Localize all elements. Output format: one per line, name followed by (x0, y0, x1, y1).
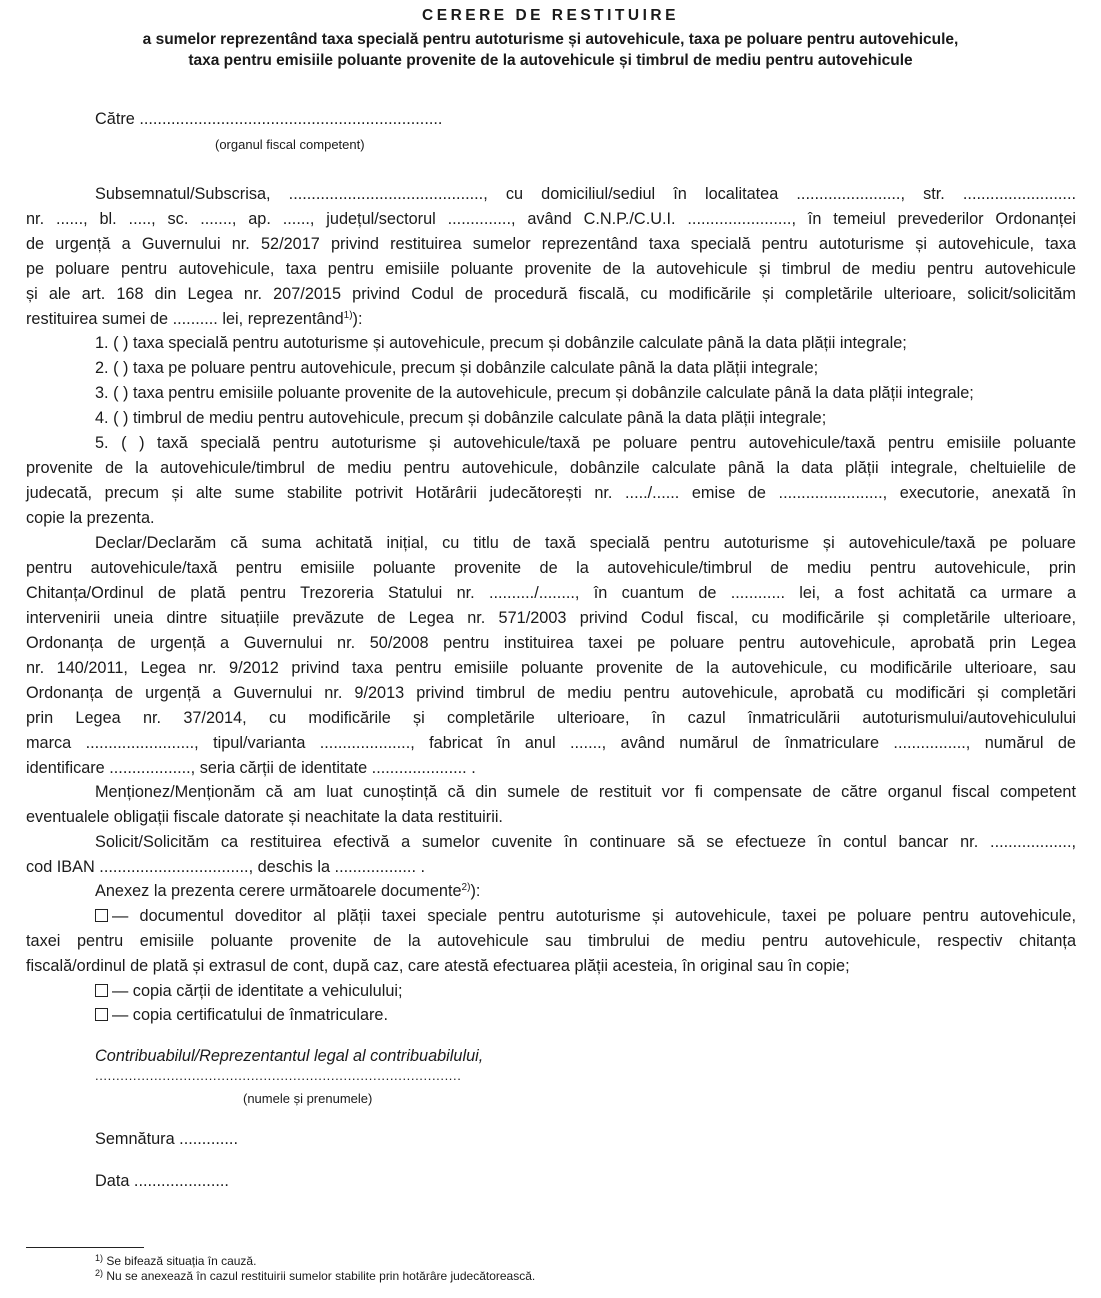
annex-doc-1-text: — documentul doveditor al plății taxei speciale pentru autoturisme și autovehicule, taxei pe poluare pentru autovehicule, (112, 907, 1076, 925)
addressee-line: Către ................................................................... (95, 110, 443, 128)
intro-last-end: ): (352, 310, 363, 328)
intro-last-text: restituirea sumei de .......... lei, reprezentând (26, 310, 344, 328)
subtitle-line-1: a sumelor reprezentând taxa specială pentru autoturisme și autovehicule, taxa pe poluare pentru autovehicule, (142, 31, 959, 48)
addressee-caption: (organul fiscal competent) (215, 137, 365, 152)
declaration-line-8: prin Legea nr. 37/2014, cu modificările și completările ulterioare, în cazul înmatriculării autoturismului/autovehiculului (26, 709, 1076, 727)
declaration-last-line: identificare .................., seria cărții de identitate ..................... . (26, 759, 476, 777)
subtitle-line-2: taxa pentru emisiile poluante provenite de la autovehicule și timbrul de mediu pentru autovehicule (188, 52, 913, 69)
declaration-line-7: Ordonanța de urgență a Guvernului nr. 9/2013 privind timbrul de mediu pentru autovehicule, aprobată cu modificări și completări (26, 684, 1076, 702)
signatory-role: Contribuabilul/Reprezentantul legal al contribuabilului, (95, 1047, 484, 1065)
item-1: 1. ( ) taxa specială pentru autoturisme și autovehicule, precum și dobânzile calculate până la data plății integrale; (95, 334, 907, 352)
annex-intro-text: Anexez la prezenta cerere următoarele documente (95, 882, 462, 900)
item-5-line-1: 5. ( ) taxă specială pentru autoturisme și autovehicule/taxă pe poluare pentru autovehicule/taxă pentru emisiile poluante (95, 434, 1076, 452)
compensation-line-1: Menționez/Menționăm că am luat cunoștință că din sumele de restituit vor fi compensate de către organul fiscal competent (95, 783, 1076, 801)
form-title: CERERE DE RESTITUIRE (422, 7, 679, 24)
item-5-line-2: provenite de la autovehicule/timbrul de mediu pentru autovehicule, dobânzile calculate până la data plății integrale, cheltuielile de (26, 459, 1076, 477)
declaration-line-6: nr. 140/2011, Legea nr. 9/2012 privind taxa pentru emisiile poluante provenite de la autovehicule, cu modificările ulterioare, sau (26, 659, 1076, 677)
intro-line-5: și ale art. 168 din Legea nr. 207/2015 privind Codul de procedură fiscală, cu modificările și completările ulterioare, solicit/solicităm (26, 285, 1076, 303)
footnote-1-mark: 1) (95, 1253, 104, 1263)
declaration-line-3: Chitanța/Ordinul de plată pentru Trezoreria Statului nr. ........../........, în cuantum de ............ lei, a fost achitată ca urmare a (26, 584, 1076, 602)
item-4: 4. ( ) timbrul de mediu pentru autovehicule, precum și dobânzile calculate până la data plății integrale; (95, 409, 827, 427)
declaration-line-1: Declar/Declarăm că suma achitată inițial, cu titlu de taxă specială pentru autoturisme și autovehicule/taxă pe poluare (95, 534, 1076, 552)
annex-doc-2 (95, 981, 403, 1001)
footnote-separator (26, 1247, 144, 1248)
bank-line-1: Solicit/Solicităm ca restituirea efectivă a sumelor cuvenite în continuare să se efectueze în contul bancar nr. .................., (95, 833, 1076, 851)
item-5-last-line: copie la prezenta. (26, 509, 155, 527)
annex-doc-1-last: fiscală/ordinul de plată și extrasul de cont, după caz, care atestă efectuarea plății acesteia, în original sau în copie; (26, 957, 850, 975)
form-subtitle (0, 29, 1101, 71)
annex-doc-2-text: — copia cărții de identitate a vehiculului; (112, 982, 403, 1000)
annex-doc-1-line-1 (95, 906, 1076, 926)
declaration-line-2: pentru autovehicule/taxă pentru emisiile poluante provenite de la autovehicule/timbrul de mediu pentru autovehicule, prin (26, 559, 1076, 577)
annex-intro-end: ): (470, 882, 481, 900)
checkbox-registration-copy[interactable] (95, 1008, 108, 1021)
footnote-ref-1: 1) (343, 310, 353, 321)
footnote-1-text: Se bifează situația în cauză. (103, 1254, 257, 1268)
intro-line-1: Subsemnatul/Subscrisa, ..........................................., cu domiciliul/sediul în localitatea ......................., str. ......................... (95, 185, 1076, 203)
signature-field: Semnătura ............. (95, 1130, 238, 1148)
annex-doc-3 (95, 1005, 388, 1025)
checkbox-payment-proof[interactable] (95, 909, 108, 922)
intro-last-line (26, 309, 363, 329)
bank-last-line: cod IBAN ................................., deschis la .................. . (26, 858, 426, 876)
intro-line-4: pe poluare pentru autovehicule, taxa pentru emisiile poluante provenite de la autovehicule și timbrul de mediu pentru autovehicule (26, 260, 1076, 278)
checkbox-vehicle-id-copy[interactable] (95, 984, 108, 997)
declaration-line-4: intervenirii uneia dintre situațiile prevăzute de Legea nr. 571/2003 privind Codul fiscal, cu modificările și completările ulterioare, (26, 609, 1076, 627)
footnote-2-text: Nu se anexează în cazul restituirii sumelor stabilite prin hotărâre judecătorească. (103, 1269, 536, 1283)
item-2: 2. ( ) taxa pe poluare pentru autovehicule, precum și dobânzile calculate până la data plății integrale; (95, 359, 819, 377)
footnote-2-mark: 2) (95, 1268, 104, 1278)
annex-doc-1-line-2: taxei pentru emisiile poluante provenite de la autovehicule sau timbrului de mediu pentru autovehicule, respectiv chitanța (26, 932, 1076, 950)
declaration-line-9: marca ........................, tipul/varianta ...................., fabricat în anul ......., având numărul de înmatriculare ................, numărul de (26, 734, 1076, 752)
item-3: 3. ( ) taxa pentru emisiile poluante provenite de la autovehicule, precum și dobânzile calculate până la data plății integrale; (95, 384, 974, 402)
footnote-ref-2: 2) (461, 882, 471, 893)
item-5-line-3: judecată, precum și alte sume stabilite potrivit Hotărârii judecătorești nr. ...../...... emise de ......................., executorie, anexată în (26, 484, 1076, 502)
signatory-name-line: ....................................................................................... (95, 1068, 462, 1083)
date-field: Data ..................... (95, 1172, 229, 1190)
footnote-2 (95, 1269, 535, 1283)
declaration-line-5: Ordonanța de urgență a Guvernului nr. 50/2008 pentru instituirea taxei pe poluare pentru autovehicule, aprobată prin Legea (26, 634, 1076, 652)
annex-intro (95, 881, 480, 901)
compensation-last-line: eventualele obligații fiscale datorate și neachitate la data restituirii. (26, 808, 503, 826)
annex-doc-3-text: — copia certificatului de înmatriculare. (112, 1006, 388, 1024)
intro-line-3: de urgență a Guvernului nr. 52/2017 privind restituirea sumelor reprezentând taxa specială pentru autoturisme și autovehicule, taxa (26, 235, 1076, 253)
footnote-1 (95, 1254, 256, 1268)
intro-line-2: nr. ......, bl. ....., sc. ......., ap. ......, județul/sectorul .............., având C.N.P./C.U.I. ......................., în temeiul prevederilor Ordonanței (26, 210, 1076, 228)
signatory-name-caption: (numele și prenumele) (243, 1091, 373, 1106)
